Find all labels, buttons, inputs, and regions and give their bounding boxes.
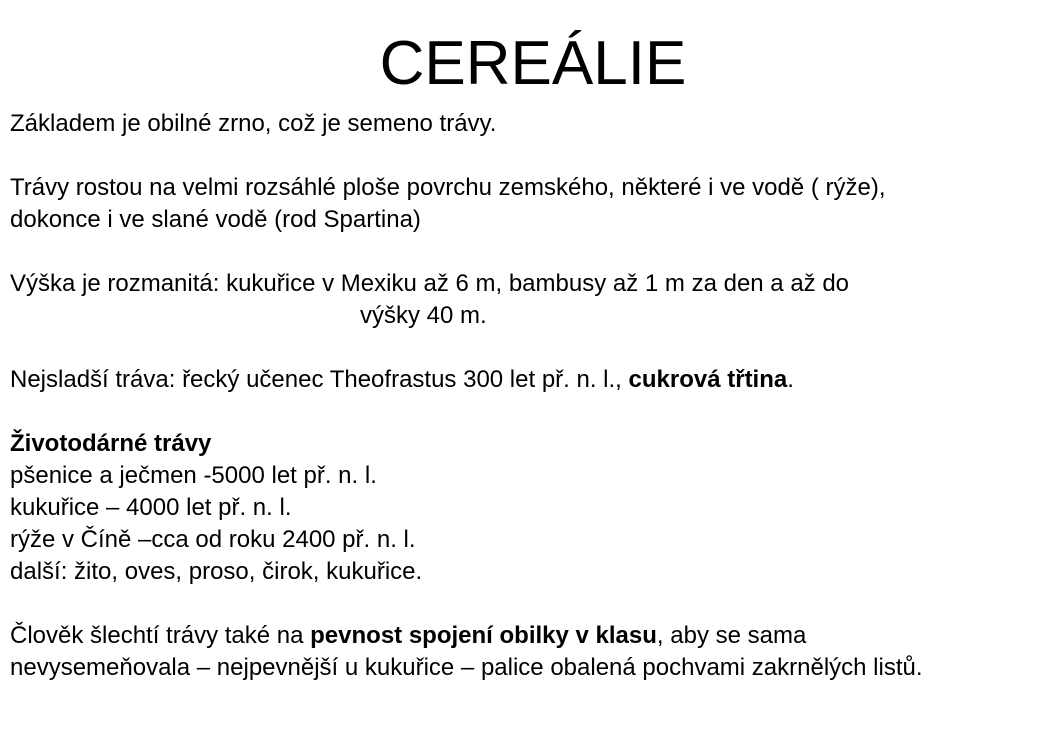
list-item: rýže v Číně –cca od roku 2400 př. n. l. (10, 526, 416, 553)
paragraph-grain: Základem je obilné zrno, což je semeno trávy. (10, 110, 497, 137)
paragraph-breeding-line-2: nevysemeňovala – nejpevnější u kukuřice – palice obalená pochvami zakrnělých listů. (10, 654, 923, 681)
breeding-text: Člověk šlechtí trávy také na (10, 622, 311, 649)
breeding-text-end: , aby se sama (656, 622, 807, 649)
paragraph-height-line-2: výšky 40 m. (360, 302, 487, 329)
list-item: pšenice a ječmen -5000 let př. n. l. (10, 462, 377, 489)
paragraph-height-line-1: Výška je rozmanitá: kukuřice v Mexiku až 6 m, bambusy až 1 m za den a až do (10, 270, 850, 297)
list-item: kukuřice – 4000 let př. n. l. (10, 494, 292, 521)
document-body (10, 108, 1050, 684)
spacer (10, 396, 1050, 428)
paragraph-sweetest-grass (10, 364, 1050, 396)
sugar-cane-bold: cukrová třtina (628, 366, 788, 393)
sweetest-grass-end: . (787, 366, 794, 393)
list-item: další: žito, oves, proso, čirok, kukuřice. (10, 558, 423, 585)
page-title: CEREÁLIE (379, 29, 687, 98)
spacer (10, 236, 1050, 268)
spacer (10, 588, 1050, 620)
paragraph-habitat-line-1: Trávy rostou na velmi rozsáhlé ploše povrchu zemského, některé i ve vodě ( rýže), (10, 174, 886, 201)
paragraph-habitat-line-2: dokonce i ve slané vodě (rod Spartina) (10, 206, 421, 233)
spacer (10, 140, 1050, 172)
section-heading: Životodárné trávy (10, 430, 212, 457)
paragraph-breeding-line-1 (10, 620, 1050, 652)
grain-strength-bold: pevnost spojení obilky v klasu (310, 622, 657, 649)
spacer (10, 332, 1050, 364)
sweetest-grass-text: Nejsladší tráva: řecký učenec Theofrastus 300 let př. n. l., (10, 366, 629, 393)
